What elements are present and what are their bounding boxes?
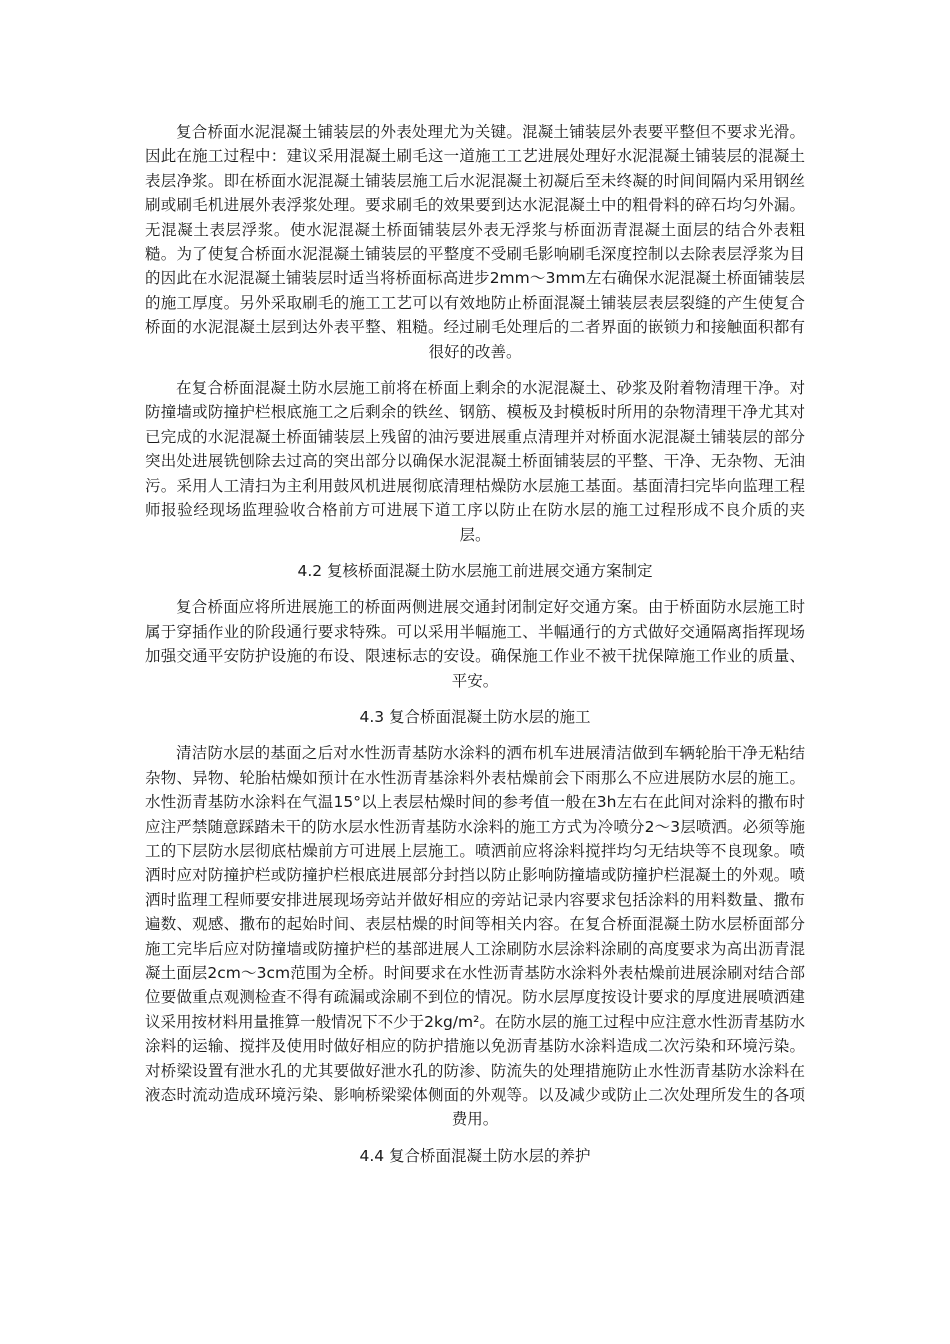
paragraph-base-cleaning: 在复合桥面混凝土防水层施工前将在桥面上剩余的水泥混凝土、砂浆及附着物清理干净。对防撞墙或防撞护栏根底施工之后剩余的铁丝、钢筋、模板及封模板时所用的杂物清理干净尤其对已完成的水泥混凝土桥面铺装层上残留的油污要进展重点清理并对桥面水泥混凝土铺装层的部分突出处进展铣刨除去过高的突出部分以确保水泥混凝土桥面铺装层的平整、干净、无杂物、无油污。采用人工清扫为主利用鼓风机进展彻底清理枯燥防水层施工基面。基面清扫完毕向监理工程师报验经现场监理验收合格前方可进展下道工序以防止在防水层的施工过程形成不良介质的夹层。 <box>145 379 805 544</box>
section-heading-4-4: 4.4 复合桥面混凝土防水层的养护 <box>359 1146 591 1165</box>
section-heading-4-3: 4.3 复合桥面混凝土防水层的施工 <box>359 707 591 726</box>
document-page <box>145 120 805 1180</box>
paragraph-waterproof-construction: 清洁防水层的基面之后对水性沥青基防水涂料的洒布机车进展清洁做到车辆轮胎干净无粘结杂物、异物、轮胎枯燥如预计在水性沥青基涂料外表枯燥前会下雨那么不应进展防水层的施工。水性沥青基防水涂料在气温15°以上表层枯燥时间的参考值一般在3h左右在此间对涂料的撒布时应注严禁随意踩踏未干的防水层水性沥青基防水涂料的施工方式为冷喷分2～3层喷洒。必须等施工的下层防水层彻底枯燥前方可进展上层施工。喷洒前应将涂料搅拌均匀无结块等不良现象。喷洒时应对防撞护栏或防撞护栏根底进展部分封挡以防止影响防撞墙或防撞护栏混凝土的外观。喷洒时监理工程师要安排进展现场旁站并做好相应的旁站记录内容要求包括涂料的用料数量、撒布遍数、观感、撒布的起始时间、表层枯燥的时间等相关内容。在复合桥面混凝土防水层桥面部分施工完毕后应对防撞墙或防撞护栏的基部进展人工涂刷防水层涂料涂刷的高度要求为高出沥青混凝土面层2cm～3cm范围为全桥。时间要求在水性沥青基防水涂料外表枯燥前进展涂刷对结合部位要做重点观测检查不得有疏漏或涂刷不到位的情况。防水层厚度按设计要求的厚度进展喷洒建议采用按材料用量推算一般情况下不少于2kg/m²。在防水层的施工过程中应注意水性沥青基防水涂料的运输、搅拌及使用时做好相应的防护措施以免沥青基防水涂料造成二次污染和环境污染。对桥梁设置有泄水孔的尤其要做好泄水孔的防渗、防流失的处理措施防止水性沥青基防水涂料在液态时流动造成环境污染、影响桥梁梁体侧面的外观等。以及减少或防止二次处理所发生的各项费用。 <box>145 744 805 1129</box>
section-heading-4-2: 4.2 复核桥面混凝土防水层施工前进展交通方案制定 <box>297 561 653 580</box>
paragraph-surface-treatment: 复合桥面水泥混凝土铺装层的外表处理尤为关键。混凝土铺装层外表要平整但不要求光滑。因此在施工过程中：建议采用混凝土刷毛这一道施工工艺进展处理好水泥混凝土铺装层的混凝土表层净浆。即在桥面水泥混凝土铺装层施工后水泥混凝土初凝后至未终凝的时间间隔内采用钢丝刷或刷毛机进展外表浮浆处理。要求刷毛的效果要到达水泥混凝土中的粗骨料的碎石均匀外漏。无混凝土表层浮浆。使水泥混凝土桥面铺装层外表无浮浆与桥面沥青混凝土面层的结合外表粗糙。为了使复合桥面水泥混凝土铺装层的平整度不受刷毛影响刷毛深度控制以去除表层浮浆为目的因此在水泥混凝土铺装层时适当将桥面标高进步2mm～3mm左右确保水泥混凝土桥面铺装层的施工厚度。另外采取刷毛的施工工艺可以有效地防止桥面混凝土铺装层表层裂缝的产生使复合桥面的水泥混凝土层到达外表平整、粗糙。经过刷毛处理后的二者界面的嵌锁力和接触面积都有很好的改善。 <box>145 123 805 361</box>
paragraph-traffic-plan: 复合桥面应将所进展施工的桥面两侧进展交通封闭制定好交通方案。由于桥面防水层施工时属于穿插作业的阶段通行要求特殊。可以采用半幅施工、半幅通行的方式做好交通隔离指挥现场加强交通平安防护设施的布设、限速标志的安设。确保施工作业不被干扰保障施工作业的质量、平安。 <box>145 598 805 690</box>
